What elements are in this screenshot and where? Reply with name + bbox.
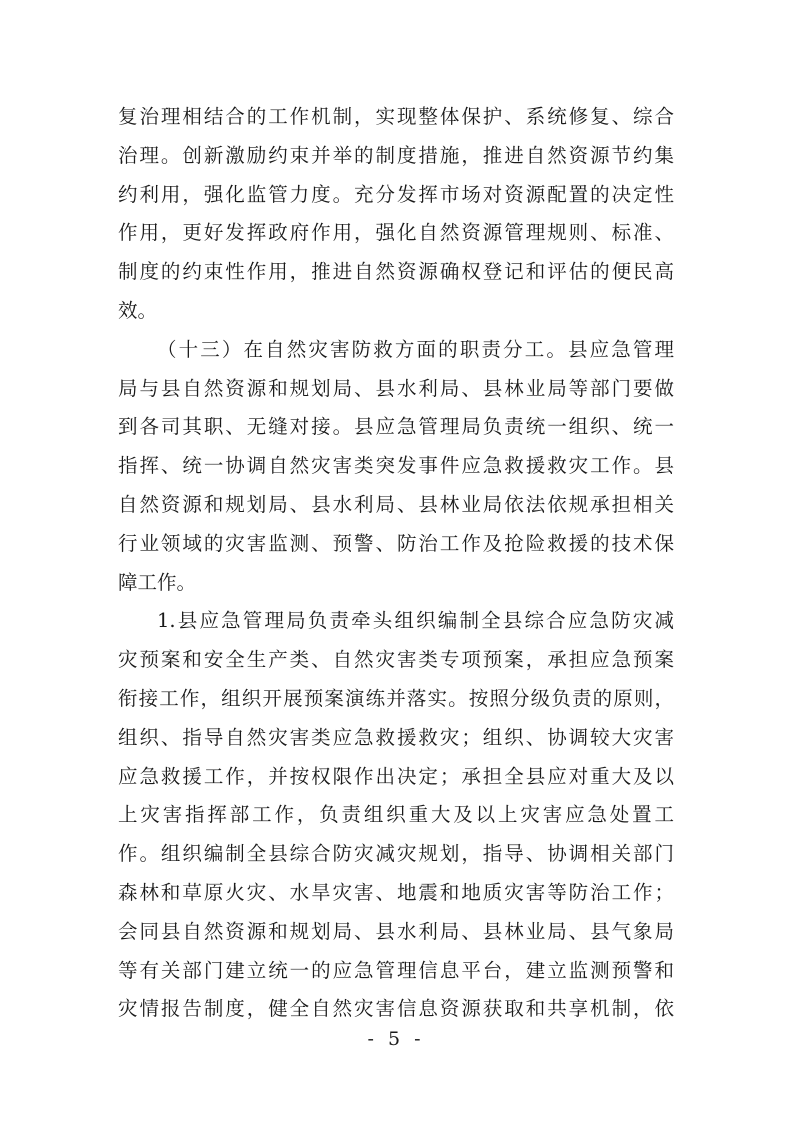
- text-line: 组织、指导自然灾害类应急救援救灾；组织、协调较大灾害: [118, 725, 674, 749]
- page-number: - 5 -: [367, 1028, 425, 1050]
- text-line: 衔接工作，组织开展预案演练并落实。按照分级负责的原则，: [118, 686, 674, 710]
- section-heading-line: （十三）在自然灾害防救方面的职责分工。县应急管理: [157, 337, 674, 361]
- text-line: 应急救援工作，并按权限作出决定；承担全县应对重大及以: [118, 764, 674, 788]
- text-line: 作用，更好发挥政府作用，强化自然资源管理规则、标准、: [118, 221, 674, 245]
- text-line: 灾情报告制度，健全自然灾害信息资源获取和共享机制，依: [118, 997, 674, 1021]
- text-line: 会同县自然资源和规划局、县水利局、县林业局、县气象局: [118, 919, 674, 943]
- body-text: [118, 98, 674, 1029]
- text-line: 约利用，强化监管力度。充分发挥市场对资源配置的决定性: [118, 182, 674, 206]
- text-line: 复治理相结合的工作机制，实现整体保护、系统修复、综合: [118, 105, 674, 128]
- text-line: 等有关部门建立统一的应急管理信息平台，建立监测预警和: [118, 958, 674, 982]
- text-line: 行业领域的灾害监测、预警、防治工作及抢险救援的技术保: [118, 531, 674, 555]
- text-line: 治理。创新激励约束并举的制度措施，推进自然资源节约集: [118, 143, 674, 167]
- text-line: 作。组织编制全县综合防灾减灾规划，指导、协调相关部门: [118, 842, 674, 866]
- text-line: 灾预案和安全生产类、自然灾害类专项预案，承担应急预案: [118, 648, 674, 672]
- text-line: 自然资源和规划局、县水利局、县林业局依法依规承担相关: [118, 492, 674, 516]
- text-line: 上灾害指挥部工作，负责组织重大及以上灾害应急处置工: [118, 803, 674, 827]
- text-line: 森林和草原火灾、水旱灾害、地震和地质灾害等防治工作；: [118, 880, 674, 904]
- text-line: 障工作。: [118, 570, 197, 594]
- text-line: 制度的约束性作用，推进自然资源确权登记和评估的便民高: [118, 260, 674, 284]
- text-line: 到各司其职、无缝对接。县应急管理局负责统一组织、统一: [118, 415, 674, 439]
- numbered-item-line: 1.县应急管理局负责牵头组织编制全县综合应急防灾减: [157, 609, 674, 633]
- text-line: 效。: [118, 298, 158, 322]
- text-line: 指挥、统一协调自然灾害类突发事件应急救援救灾工作。县: [118, 454, 674, 478]
- text-line: 局与县自然资源和规划局、县水利局、县林业局等部门要做: [118, 376, 674, 400]
